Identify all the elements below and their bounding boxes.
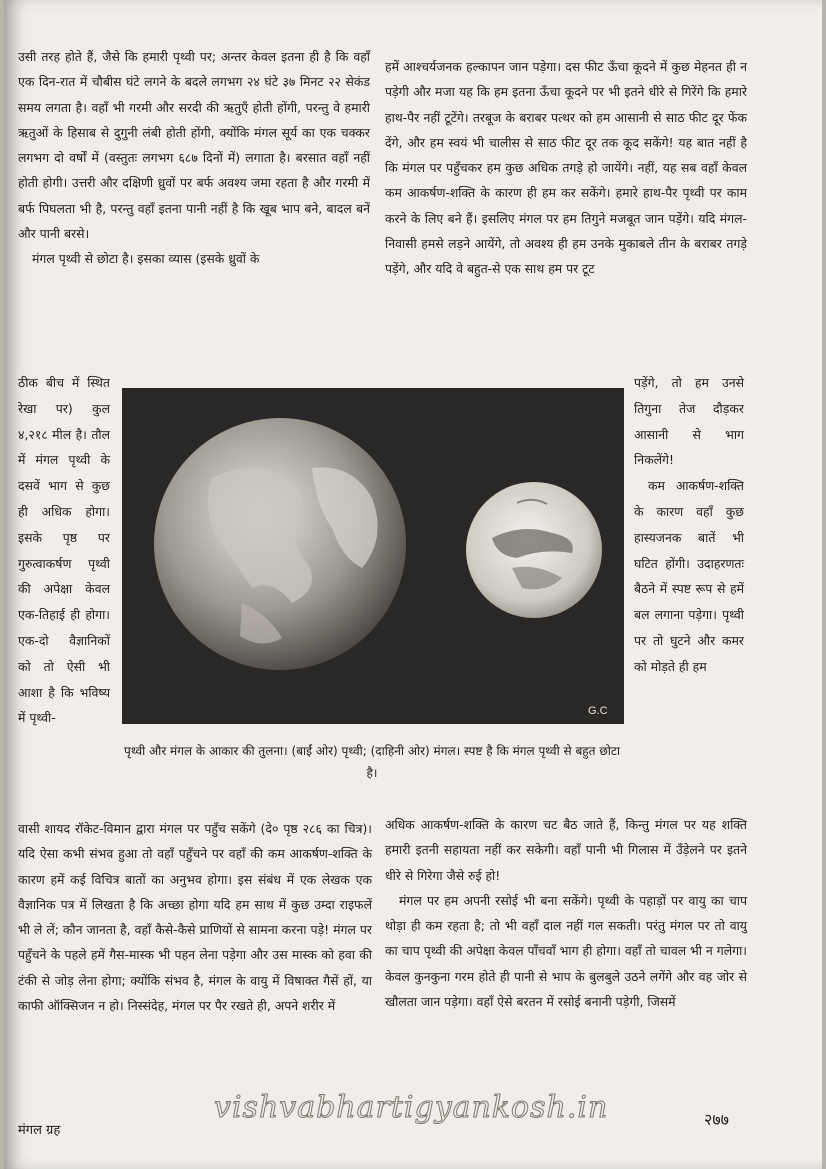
paragraph: हमें आश्चर्यजनक हल्कापन जान पड़ेगा। दस फीट ऊँचा कूदने में कुछ मेहनत ही न पड़ेगी और मजा यह कि हम इतना ऊँचा कूदने पर भी इतने धीरे से गिरेंगे कि हमारे हाथ-पैर नहीं टूटेंगे। तरबूज के बराबर पत्थर को हम आसानी से साठ फीट दूर फेंक देंगे, और हम स्वयं भी चालीस से साठ फीट दूर तक कूद सकेंगे! यह बात नहीं है कि मंगल पर पहुँचकर हम कुछ अधिक तगड़े हो जायेंगे। नहीं, यह सब वहाँ केवल कम आकर्षण-शक्ति के कारण ही हम कर सकेंगे। हमारे हाथ-पैर पृथ्वी पर काम करने के लिए बने हैं। इसलिए मंगल पर हम तिगुने मजबूत जान पड़ेंगे। यदि मंगल-निवासी हमसे लड़ने आयेंगे, तो अवश्य ही हम उनके मुकाबले तीन के बराबर तगड़े पड़ेंगे, और यदि वे बहुत-से एक साथ हम पर टूट <box>385 59 747 277</box>
paragraph: कम आकर्षण-शक्ति के कारण वहाँ कुछ हास्यजनक बातें भी घटित होंगी। उदाहरणतः बैठने में स्पष्ट रूप से हमें बल लगाना पड़ेगा। पृथ्वी पर तो घुटने और कमर को मोड़ते ही हम <box>634 478 744 674</box>
earth-mars-photo <box>122 388 624 724</box>
right-column-top <box>385 54 747 282</box>
right-narrow-column <box>634 370 744 680</box>
left-narrow-column <box>18 370 110 731</box>
paragraph: अधिक आकर्षण-शक्ति के कारण चट बैठ जाते हैं, किन्तु मंगल पर यह शक्ति हमारी इतनी सहायता नहीं कर सकेगी। वहाँ पानी भी गिलास में उँड़ेलने पर इतने धीरे से गिरेगा जैसे रुई हो! <box>385 817 747 883</box>
earth-globe <box>154 418 406 670</box>
page-number: २७७ <box>704 1110 729 1129</box>
running-footer-title: मंगल ग्रह <box>18 1123 61 1138</box>
left-column-top <box>18 44 370 272</box>
right-column-bottom <box>385 812 747 1014</box>
paragraph: ठीक बीच में स्थित रेखा पर) कुल ४,२१८ मील है। तौल में मंगल पृथ्वी के दसवें भाग से कुछ ही अधिक होगा। इसके पृष्ठ पर गुरुत्वाकर्षण पृथ्वी की अपेक्षा केवल एक-तिहाई ही होगा। एक-दो वैज्ञानिकों को तो ऐसी भी आशा है कि भविष्य में पृथ्वी- <box>18 375 110 726</box>
photo-initials: G.C <box>588 705 608 717</box>
site-watermark: vishvabhartigyankosh.in <box>214 1090 609 1125</box>
paragraph: उसी तरह होते हैं, जैसे कि हमारी पृथ्वी पर; अन्तर केवल इतना ही है कि वहाँ एक दिन-रात में चौबीस घंटे लगने के बदले लगभग २४ घंटे ३७ मिनट २२ सेकंड समय लगता है। वहाँ भी गरमी और सरदी की ऋतुएँ होती होंगी, परन्तु वे हमारी ऋतुओं के हिसाब से दुगुनी लंबी होती होंगी, क्योंकि मंगल सूर्य का एक चक्कर लगभग दो वर्षों में (वस्तुतः लगभग ६८७ दिनों में) लगाता है। बरसात वहाँ नहीं होती होगी। उत्तरी और दक्षिणी ध्रुवों पर बर्फ अवश्य जमा रहता है और गरमी में बर्फ पिघलता भी है, परन्तु वहाँ इतना पानी नहीं है कि खूब भाप बने, बादल बनें और पानी बरसे। <box>18 49 370 242</box>
paragraph: वासी शायद रॉकेट-विमान द्वारा मंगल पर पहुँच सकेंगे (दे० पृष्ठ २८६ का चित्र)। यदि ऐसा कभी संभव हुआ तो वहाँ पहुँचने पर वहाँ की कम आकर्षण-शक्ति के कारण हमें कई विचित्र बातों का अनुभव होगा। इस संबंध में एक लेखक एक वैज्ञानिक पत्र में लिखता है कि अच्छा होगा यदि हम साथ में कुछ उम्दा राइफलें भी ले लें; कौन जानता है, वहाँ कैसे-कैसे प्राणियों से सामना करना पड़े! मंगल पर पहुँचने के पहले हमें गैस-मास्क भी पहन लेना पड़ेगा और उस मास्क को हवा की टंकी से जोड़ लेना होगा; क्योंकि संभव है, मंगल के वायु में विषाक्त गैसें हों, या काफी ऑक्सिजन न हो। निस्संदेह, मंगल पर पैर रखते ही, अपने शरीर में <box>18 821 372 1014</box>
mars-globe <box>466 482 602 618</box>
figure-caption: पृथ्वी और मंगल के आकार की तुलना। (बाईं ओर) पृथ्वी; (दाहिनी ओर) मंगल। स्पष्ट है कि मंगल पृथ्वी से बहुत छोटा है। <box>124 744 620 780</box>
paragraph: मंगल पृथ्वी से छोटा है। इसका व्यास (इसके ध्रुवों के <box>32 251 260 267</box>
paragraph: मंगल पर हम अपनी रसोई भी बना सकेंगे। पृथ्वी के पहाड़ों पर वायु का चाप थोड़ा ही कम रहता है; तो भी वहाँ दाल नहीं गल सकती। परंतु मंगल पर तो वायु का चाप पृथ्वी की अपेक्षा केवल पाँचवाँ भाग ही होगा। वहाँ तो चावल भी न गलेगा। केवल कुनकुना गरम होते ही पानी से भाप के बुलबुले उठने लगेंगे और वह जोर से खौलता जान पड़ेगा। वहाँ ऐसे बरतन में रसोई बनानी पड़ेगी, जिसमें <box>385 892 747 1010</box>
book-page <box>4 0 822 1169</box>
left-column-bottom <box>18 816 372 1018</box>
paragraph: पड़ेंगे, तो हम उनसे तिगुना तेज दौड़कर आसानी से भाग निकलेंगे! <box>634 375 744 468</box>
planets-illustration <box>122 388 624 724</box>
